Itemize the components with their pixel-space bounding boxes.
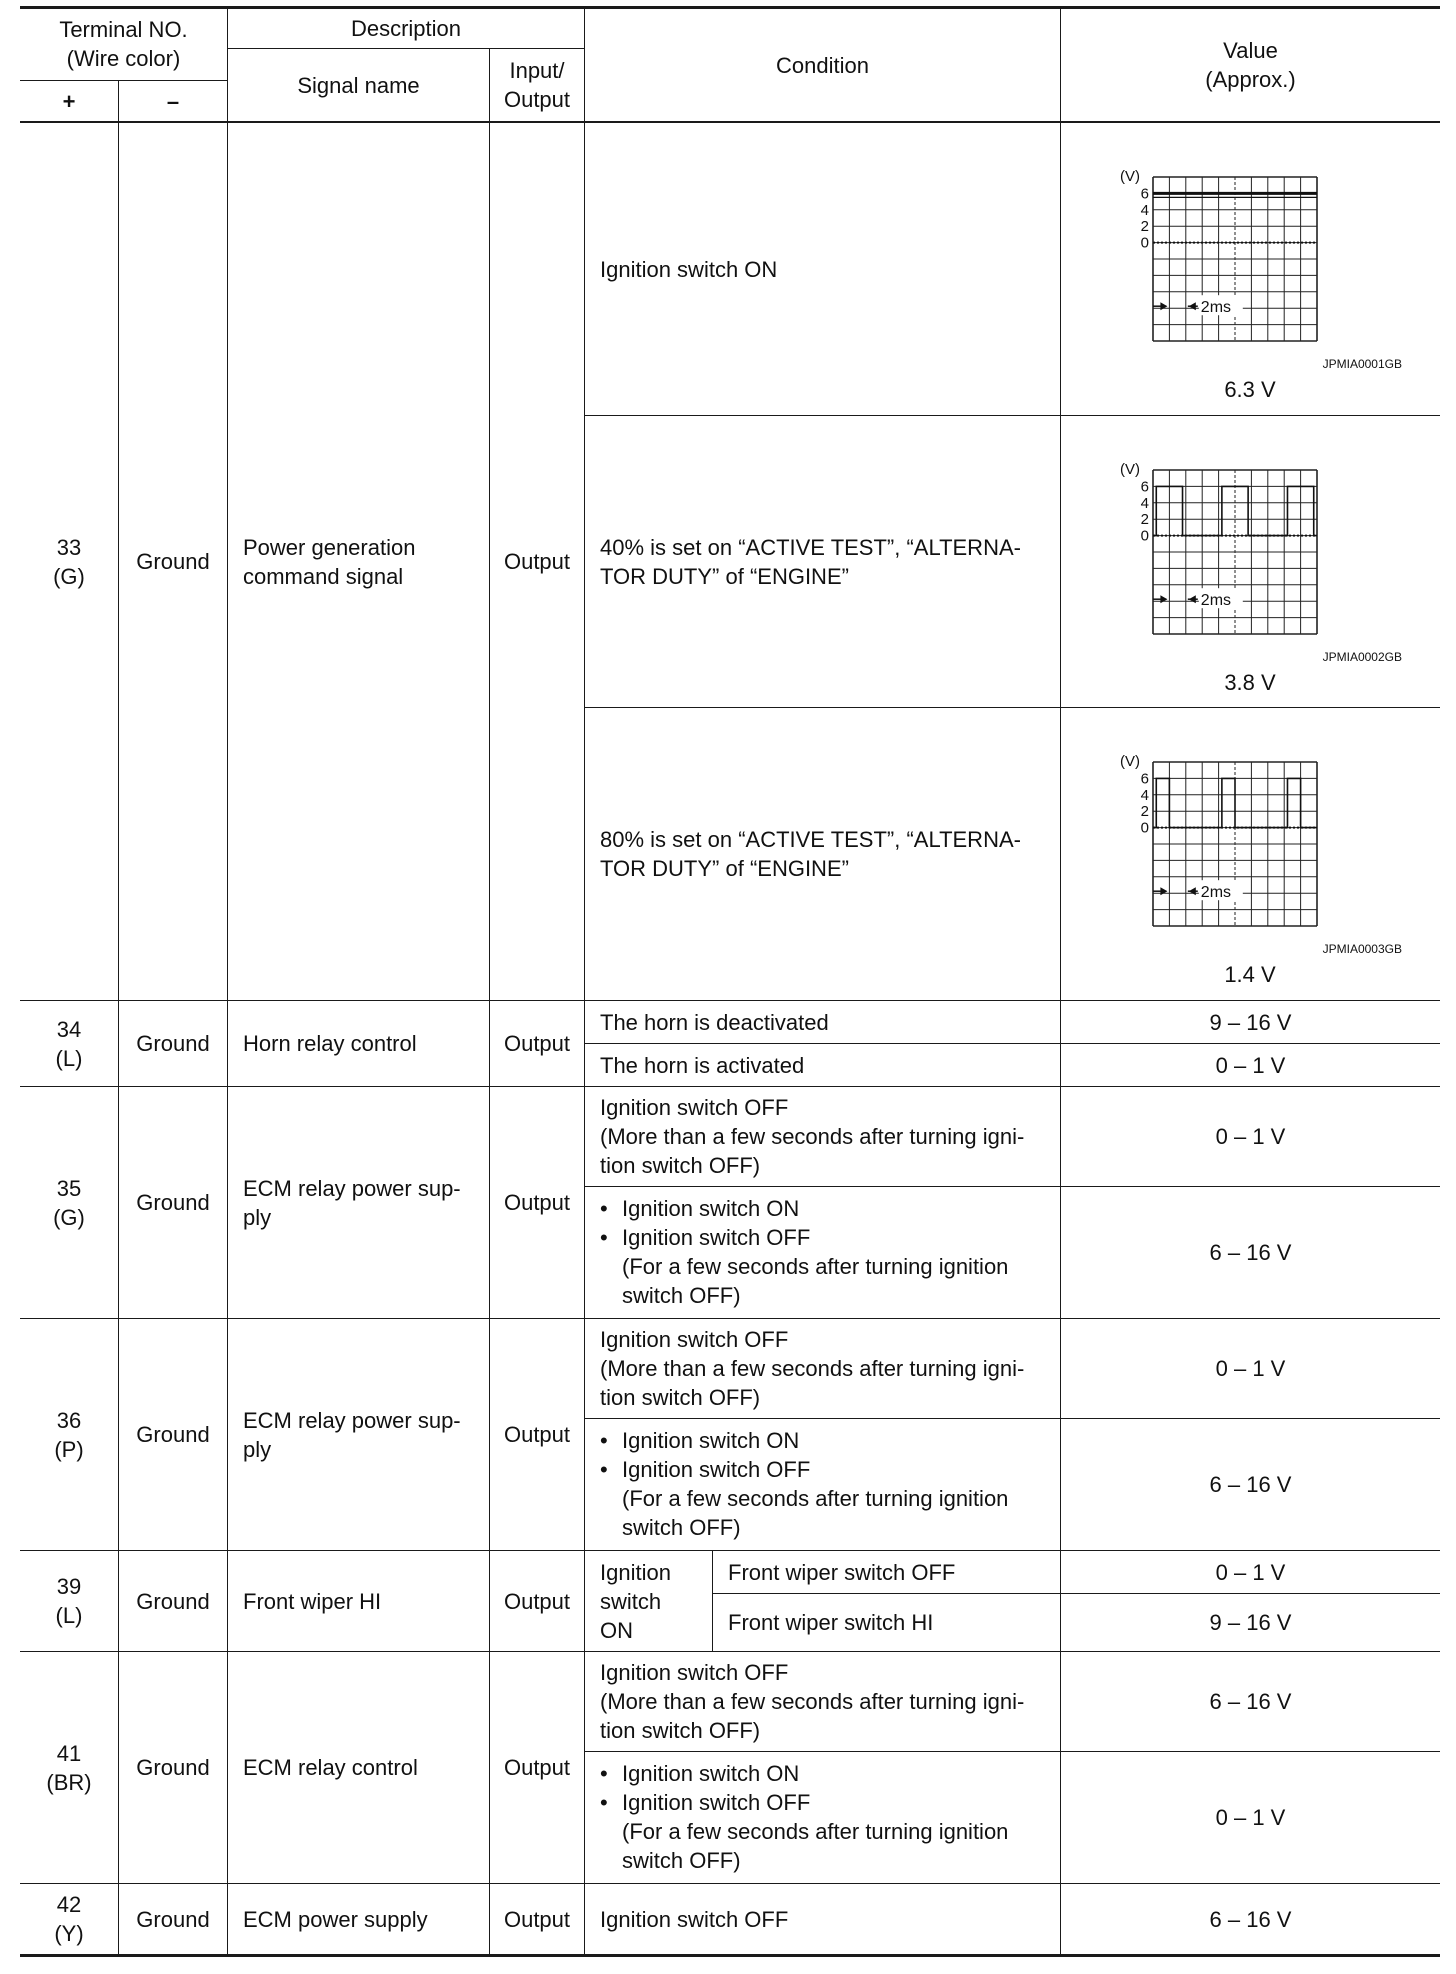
terminal-minus: Ground (136, 1031, 210, 1056)
value-text: 6 – 16 V (1209, 1906, 1292, 1932)
condition-text: The horn is activated (600, 1052, 805, 1078)
figure-code: JPMIA0002GB (1322, 650, 1402, 664)
value-text: 6 – 16 V (1209, 1472, 1292, 1497)
bullet-item: • Ignition switch OFF (For a few seconds after turning ignition switch OFF) (598, 1455, 1058, 1542)
condition-text: Ignition switch OFF (More than a few seconds after turning igni- tion switch OFF) (600, 1327, 1025, 1410)
y-tick-label: 2 (1140, 803, 1149, 821)
bullet-item: • Ignition switch ON (598, 1194, 1058, 1223)
time-scale-arrowhead (1160, 302, 1167, 310)
terminal-plus: 36 (P) (54, 1407, 84, 1462)
bullet-item: • Ignition switch OFF (For a few seconds after turning ignition switch OFF) (598, 1223, 1058, 1310)
header-signal-name: Signal name (297, 72, 420, 98)
condition-text: Ignition switch ON (600, 256, 778, 282)
value-text: 1.4 V (1224, 962, 1276, 987)
condition-bullet-list (598, 1194, 1058, 1310)
value-text: 0 – 1 V (1215, 1559, 1286, 1585)
condition-text: 80% is set on “ACTIVE TEST”, “ALTERNA- TOR DUTY” of “ENGINE” (600, 827, 1021, 881)
y-tick-label: 6 (1140, 770, 1149, 788)
input-output: Output (503, 1031, 571, 1056)
terminal-plus: 42 (Y) (54, 1892, 84, 1946)
condition-text: Front wiper switch OFF (728, 1559, 956, 1585)
input-output: Output (503, 1190, 571, 1215)
waveform-trace (1153, 778, 1317, 827)
oscilloscope-waveform (1110, 748, 1410, 963)
y-tick-label: 2 (1140, 218, 1149, 236)
terminal-plus: 39 (L) (55, 1574, 83, 1628)
header-value: Value (Approx.) (1205, 38, 1296, 92)
y-unit-label: (V) (1120, 753, 1140, 770)
time-scale-arrowhead (1189, 887, 1196, 895)
terminal-plus: 41 (BR) (46, 1740, 92, 1795)
terminal-minus: Ground (136, 1755, 210, 1780)
time-scale-label: 2ms (1200, 884, 1232, 902)
signal-name: Power generation command signal (243, 534, 416, 589)
condition-text: Ignition switch OFF (600, 1906, 789, 1932)
y-tick-label: 6 (1140, 478, 1149, 496)
terminal-plus: 33 (G) (53, 534, 85, 589)
input-output: Output (503, 1755, 571, 1780)
value-text: 9 – 16 V (1209, 1009, 1292, 1035)
y-unit-label: (V) (1120, 168, 1140, 185)
oscilloscope-waveform (1110, 163, 1410, 378)
value-text: 6 – 16 V (1209, 1240, 1292, 1265)
terminal-minus: Ground (136, 1588, 210, 1614)
table-bottom-border (20, 1954, 1440, 1957)
terminal-minus: Ground (136, 1906, 210, 1932)
bullet-item: • Ignition switch OFF (For a few seconds after turning ignition switch OFF) (598, 1788, 1058, 1875)
signal-name: Front wiper HI (243, 1588, 382, 1614)
value-text: 9 – 16 V (1209, 1610, 1292, 1635)
time-scale-arrowhead (1189, 595, 1196, 603)
value-text: 0 – 1 V (1215, 1124, 1286, 1149)
signal-name: ECM relay power sup- ply (243, 1407, 461, 1462)
header-terminal-no: Terminal NO. (Wire color) (59, 17, 188, 71)
input-output: Output (503, 1422, 571, 1447)
y-tick-label: 4 (1140, 201, 1149, 219)
signal-name: ECM power supply (243, 1906, 428, 1932)
y-tick-label: 4 (1140, 786, 1149, 804)
condition-text: Front wiper switch HI (728, 1610, 934, 1635)
bullet-item: • Ignition switch ON (598, 1759, 1058, 1788)
value-text: 0 – 1 V (1215, 1356, 1286, 1381)
time-scale-arrowhead (1189, 302, 1196, 310)
time-scale-label: 2ms (1200, 592, 1232, 610)
condition-group-label: Ignition switch ON (600, 1559, 671, 1643)
header-plus: + (62, 88, 76, 114)
figure-code: JPMIA0001GB (1322, 357, 1402, 371)
condition-bullet-list (598, 1759, 1058, 1875)
figure-code: JPMIA0003GB (1322, 942, 1402, 956)
condition-text: Ignition switch OFF (More than a few seconds after turning igni- tion switch OFF) (600, 1660, 1025, 1743)
y-tick-label: 2 (1140, 511, 1149, 529)
y-tick-label: 4 (1140, 494, 1149, 512)
y-unit-label: (V) (1120, 461, 1140, 478)
y-tick-label: 6 (1140, 185, 1149, 203)
time-scale-arrowhead (1160, 887, 1167, 895)
time-scale-arrowhead (1160, 595, 1167, 603)
y-tick-label: 0 (1140, 234, 1149, 252)
bullet-item: • Ignition switch ON (598, 1426, 1058, 1455)
input-output: Output (503, 1906, 571, 1932)
input-output: Output (503, 549, 571, 574)
header-input-output: Input/ Output (503, 58, 571, 112)
condition-text: 40% is set on “ACTIVE TEST”, “ALTERNA- TOR DUTY” of “ENGINE” (600, 534, 1021, 589)
value-text: 3.8 V (1224, 670, 1276, 695)
signal-name: Horn relay control (243, 1031, 417, 1056)
value-text: 0 – 1 V (1215, 1052, 1286, 1078)
header-minus: – (166, 88, 180, 114)
terminal-plus: 35 (G) (53, 1175, 85, 1230)
input-output: Output (503, 1588, 571, 1614)
signal-name: ECM relay control (243, 1755, 418, 1780)
signal-name: ECM relay power sup- ply (243, 1175, 461, 1230)
oscilloscope-waveform (1110, 456, 1410, 671)
terminal-minus: Ground (136, 1422, 210, 1447)
terminal-minus: Ground (136, 549, 210, 574)
condition-text: The horn is deactivated (600, 1009, 829, 1035)
condition-bullet-list (598, 1426, 1058, 1542)
terminal-minus: Ground (136, 1190, 210, 1215)
value-text: 6.3 V (1224, 377, 1276, 402)
condition-text: Ignition switch OFF (More than a few seconds after turning igni- tion switch OFF) (600, 1095, 1025, 1178)
time-scale-label: 2ms (1200, 299, 1232, 317)
terminal-plus: 34 (L) (55, 1016, 83, 1071)
header-description: Description (350, 16, 462, 41)
value-text: 0 – 1 V (1215, 1805, 1286, 1830)
header-condition: Condition (776, 52, 869, 78)
value-text: 6 – 16 V (1209, 1689, 1292, 1714)
y-tick-label: 0 (1140, 527, 1149, 545)
y-tick-label: 0 (1140, 819, 1149, 837)
